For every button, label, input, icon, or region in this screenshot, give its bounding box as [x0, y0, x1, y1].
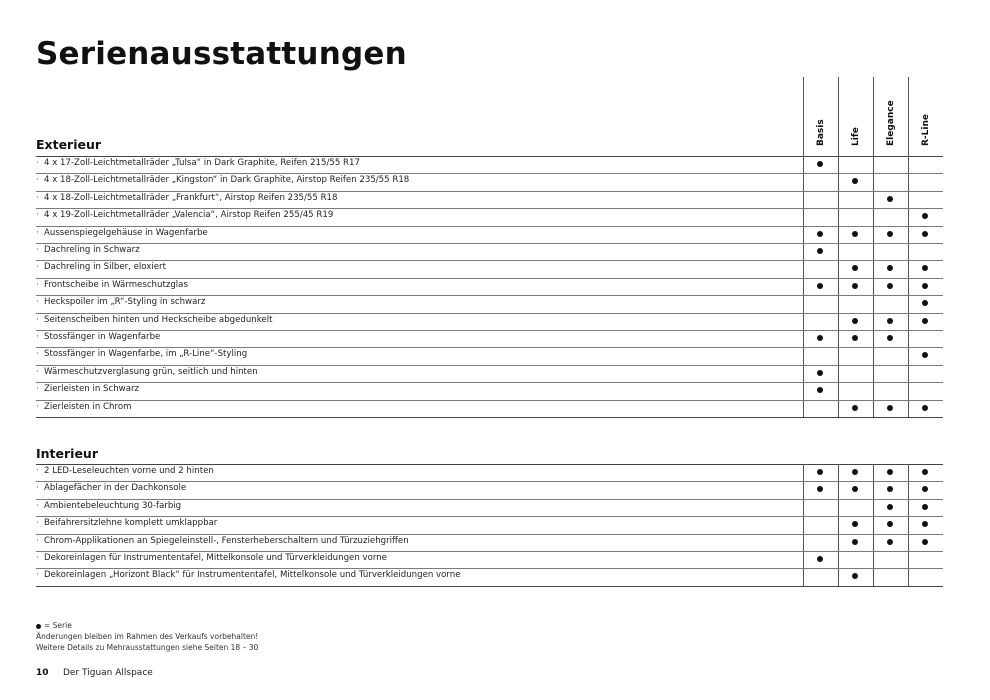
bullet-icon: ·	[36, 366, 39, 377]
row-label	[36, 193, 338, 203]
table-row	[36, 173, 943, 190]
row-label	[36, 245, 140, 255]
page-title: Serienausstattungen	[36, 36, 407, 72]
table-row	[36, 208, 943, 225]
standard-dot-icon	[887, 486, 893, 492]
bullet-icon: ·	[36, 535, 39, 546]
standard-dot-icon	[922, 539, 928, 545]
table-row	[36, 551, 943, 568]
bullet-icon: ·	[36, 332, 39, 342]
row-label	[36, 158, 360, 168]
standard-dot-icon	[852, 335, 858, 341]
bullet-icon: ·	[36, 570, 39, 581]
row-label-text: Dachreling in Schwarz	[44, 245, 140, 255]
row-label-text: 2 LED-Leseleuchten vorne und 2 hinten	[44, 466, 214, 476]
table-row	[36, 481, 943, 498]
standard-dot-icon	[852, 539, 858, 545]
standard-dot-icon	[922, 318, 928, 324]
legend	[36, 621, 72, 630]
row-label	[36, 297, 205, 307]
page-number: 10	[36, 668, 49, 678]
bullet-icon: ·	[36, 401, 39, 412]
standard-dot-icon	[852, 283, 858, 289]
row-label-text: Seitenscheiben hinten und Heckscheibe abgedunkelt	[44, 314, 273, 325]
table-row	[36, 568, 943, 585]
bullet-icon: ·	[36, 227, 39, 238]
column-header-label: Basis	[815, 119, 826, 146]
table-row	[36, 365, 943, 382]
bullet-icon: ·	[36, 175, 39, 186]
row-label-text: Dachreling in Silber, eloxiert	[44, 262, 166, 273]
bullet-icon: ·	[36, 245, 39, 255]
standard-dot-icon	[852, 178, 858, 184]
bullet-icon: ·	[36, 314, 39, 325]
standard-dot-icon	[887, 231, 893, 237]
row-label	[36, 553, 387, 563]
column-header-elegance	[873, 78, 908, 150]
row-label	[36, 315, 272, 325]
table-row	[36, 156, 943, 173]
standard-dot-icon	[887, 335, 893, 341]
legend-dot-icon	[36, 624, 41, 629]
row-label-text: Beifahrersitzlehne komplett umklappbar	[44, 518, 218, 529]
row-label-text: Stossfänger in Wagenfarbe, im „R-Line“-Styling	[44, 349, 248, 360]
standard-dot-icon	[852, 231, 858, 237]
standard-dot-icon	[817, 469, 823, 475]
standard-dot-icon	[887, 283, 893, 289]
row-label	[36, 466, 214, 476]
standard-dot-icon	[922, 283, 928, 289]
bullet-icon: ·	[36, 349, 39, 360]
bullet-icon: ·	[36, 210, 39, 221]
table-row	[36, 278, 943, 295]
standard-dot-icon	[852, 265, 858, 271]
row-label-text: Aussenspiegelgehäuse in Wagenfarbe	[44, 227, 208, 238]
row-label-text: Wärmeschutzverglasung grün, seitlich und hinten	[44, 366, 258, 377]
standard-dot-icon	[817, 556, 823, 562]
row-label-text: Zierleisten in Chrom	[44, 401, 132, 412]
bullet-icon: ·	[36, 500, 39, 511]
bullet-icon: ·	[36, 466, 39, 476]
row-rule	[36, 586, 943, 587]
row-label	[36, 570, 461, 580]
standard-dot-icon	[887, 539, 893, 545]
bullet-icon: ·	[36, 192, 39, 203]
standard-dot-icon	[817, 283, 823, 289]
bullet-icon: ·	[36, 297, 39, 308]
row-label-text: Dekoreinlagen für Instrumententafel, Mittelkonsole und Türverkleidungen vorne	[44, 553, 387, 563]
standard-dot-icon	[887, 469, 893, 475]
table-row	[36, 260, 943, 277]
section-title-exterieur: Exterieur	[36, 137, 102, 152]
column-header-label: Life	[850, 127, 861, 146]
row-label-text: Ablagefächer in der Dachkonsole	[44, 483, 187, 494]
standard-dot-icon	[817, 387, 823, 393]
column-header-label: R-Line	[920, 114, 931, 146]
footer-title: Der Tiguan Allspace	[63, 668, 153, 678]
row-label-text: Ambientebeleuchtung 30-farbig	[44, 500, 182, 511]
row-label-text: Chrom-Applikationen an Spiegeleinstell-, Fensterheberschaltern und Türzuziehgriffen	[44, 535, 409, 546]
standard-dot-icon	[852, 469, 858, 475]
table-row	[36, 534, 943, 551]
row-label	[36, 536, 409, 546]
row-label-text: Frontscheibe in Wärmeschutzglas	[44, 279, 188, 290]
legend-text: = Serie	[44, 621, 72, 630]
standard-dot-icon	[852, 318, 858, 324]
column-header-label: Elegance	[885, 100, 896, 146]
standard-dot-icon	[817, 231, 823, 237]
bullet-icon: ·	[36, 262, 39, 273]
standard-dot-icon	[817, 335, 823, 341]
table-row	[36, 243, 943, 260]
table-row	[36, 347, 943, 364]
row-label-text: 4 x 18-Zoll-Leichtmetallräder „Kingston“ in Dark Graphite, Airstop Reifen 235/55 R18	[44, 175, 410, 186]
standard-dot-icon	[922, 469, 928, 475]
row-label-text: Dekoreinlagen „Horizont Black“ für Instrumententafel, Mittelkonsole und Türverkleidungen vorne	[44, 570, 461, 581]
standard-dot-icon	[817, 161, 823, 167]
row-label	[36, 280, 188, 290]
table-row	[36, 226, 943, 243]
table-row	[36, 516, 943, 533]
standard-dot-icon	[922, 405, 928, 411]
note-changes: Änderungen bleiben im Rahmen des Verkaufs vorbehalten!	[36, 632, 259, 641]
standard-dot-icon	[922, 213, 928, 219]
standard-dot-icon	[852, 486, 858, 492]
bullet-icon: ·	[36, 158, 39, 168]
bullet-icon: ·	[36, 553, 39, 563]
table-row	[36, 330, 943, 347]
standard-dot-icon	[817, 248, 823, 254]
standard-dot-icon	[922, 265, 928, 271]
row-label	[36, 332, 160, 342]
row-label-text: 4 x 19-Zoll-Leichtmetallräder „Valencia“, Airstop Reifen 255/45 R19	[44, 210, 334, 221]
row-label-text: Zierleisten in Schwarz	[44, 384, 140, 395]
standard-dot-icon	[817, 370, 823, 376]
standard-dot-icon	[887, 318, 893, 324]
standard-dot-icon	[922, 300, 928, 306]
standard-dot-icon	[922, 352, 928, 358]
standard-dot-icon	[922, 521, 928, 527]
note-details: Weitere Details zu Mehrausstattungen siehe Seiten 18 – 30	[36, 643, 259, 652]
bullet-icon: ·	[36, 483, 39, 494]
row-label	[36, 367, 258, 377]
row-label	[36, 384, 139, 394]
row-label-text: 4 x 18-Zoll-Leichtmetallräder „Frankfurt“, Airstop Reifen 235/55 R18	[44, 192, 338, 203]
standard-dot-icon	[852, 573, 858, 579]
row-label	[36, 175, 409, 185]
table-row	[36, 400, 943, 417]
table-row	[36, 382, 943, 399]
bullet-icon: ·	[36, 384, 39, 395]
row-label-text: 4 x 17-Zoll-Leichtmetallräder „Tulsa“ in Dark Graphite, Reifen 215/55 R17	[44, 158, 360, 168]
bullet-icon: ·	[36, 518, 39, 529]
row-label-text: Stossfänger in Wagenfarbe	[44, 332, 161, 342]
table-row	[36, 464, 943, 481]
row-label	[36, 262, 166, 272]
row-rule	[36, 417, 943, 418]
standard-dot-icon	[887, 504, 893, 510]
column-header-life	[838, 78, 873, 150]
row-label-text: Heckspoiler im „R“-Styling in schwarz	[44, 297, 206, 308]
standard-dot-icon	[817, 486, 823, 492]
standard-dot-icon	[887, 265, 893, 271]
section-title-interieur: Interieur	[36, 446, 98, 461]
table-row	[36, 313, 943, 330]
table-row	[36, 295, 943, 312]
standard-dot-icon	[887, 521, 893, 527]
bullet-icon: ·	[36, 279, 39, 290]
standard-dot-icon	[852, 405, 858, 411]
row-label	[36, 518, 217, 528]
column-header-r-line	[908, 78, 943, 150]
table-row	[36, 191, 943, 208]
standard-dot-icon	[887, 405, 893, 411]
table-row	[36, 499, 943, 516]
column-header-basis	[803, 78, 838, 150]
standard-dot-icon	[922, 486, 928, 492]
standard-dot-icon	[922, 231, 928, 237]
row-label	[36, 228, 208, 238]
row-label	[36, 349, 247, 359]
row-label	[36, 402, 131, 412]
standard-dot-icon	[887, 196, 893, 202]
row-label	[36, 483, 186, 493]
standard-dot-icon	[852, 521, 858, 527]
standard-dot-icon	[922, 504, 928, 510]
row-label	[36, 501, 181, 511]
row-label	[36, 210, 333, 220]
